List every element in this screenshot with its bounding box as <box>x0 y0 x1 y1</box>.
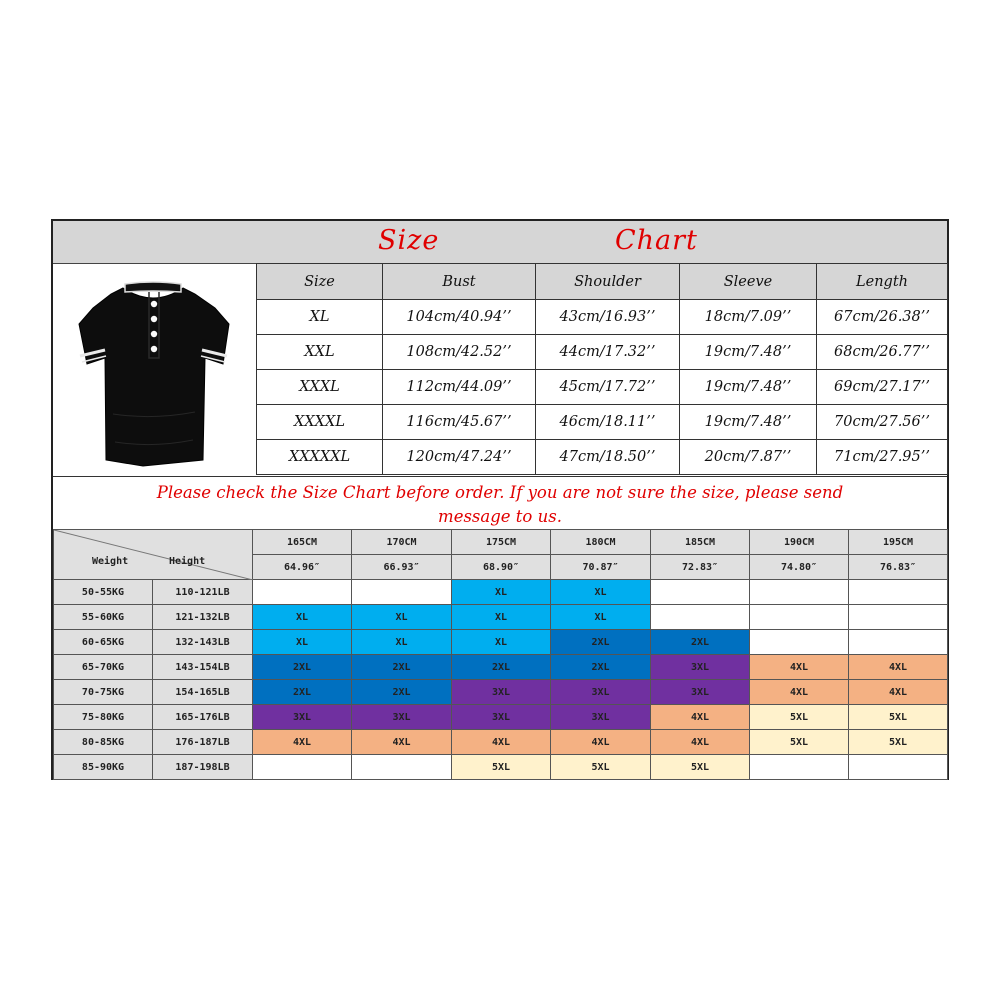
measurement-row <box>257 300 948 335</box>
measurement-cell: 112cm/44.09’’ <box>383 370 536 405</box>
size-recommendation-cell: 4XL <box>849 655 948 680</box>
notice-line-1: Please check the Size Chart before order. If you are not sure the size, please send <box>156 483 844 502</box>
size-recommendation-cell: 2XL <box>352 655 452 680</box>
size-recommendation-cell: 4XL <box>750 655 849 680</box>
size-recommendation-cell: XL <box>352 630 452 655</box>
measurement-cell: 45cm/17.72’’ <box>536 370 680 405</box>
size-cell: XXL <box>257 335 383 370</box>
size-recommendation-cell: 5XL <box>651 755 750 780</box>
size-recommendation-cell: 5XL <box>849 730 948 755</box>
size-recommendation-cell: XL <box>551 580 651 605</box>
size-recommendation-cell: 5XL <box>551 755 651 780</box>
weight-kg-cell: 75-80KG <box>54 705 153 730</box>
height-label: Height <box>169 556 206 567</box>
recommendation-row <box>54 655 948 680</box>
size-recommendation-cell: XL <box>253 605 352 630</box>
recommendation-row <box>54 580 948 605</box>
measurement-cell: 104cm/40.94’’ <box>383 300 536 335</box>
measurement-cell: 67cm/26.38’’ <box>817 300 948 335</box>
size-recommendation-cell <box>849 605 948 630</box>
height-cm-header: 165CM <box>253 530 352 555</box>
size-recommendation-cell: XL <box>452 630 551 655</box>
header-bust: Bust <box>383 264 536 300</box>
measurement-cell: 47cm/18.50’’ <box>536 440 680 475</box>
size-recommendation-cell <box>750 630 849 655</box>
measurement-table <box>256 263 948 475</box>
height-inch-header: 70.87″ <box>551 555 651 580</box>
weight-lb-cell: 165-176LB <box>153 705 253 730</box>
weight-lb-cell: 132-143LB <box>153 630 253 655</box>
weight-kg-cell: 65-70KG <box>54 655 153 680</box>
size-recommendation-cell: 3XL <box>452 680 551 705</box>
weight-kg-cell: 60-65KG <box>54 630 153 655</box>
height-cm-header: 185CM <box>651 530 750 555</box>
corner-header <box>54 530 253 580</box>
measurement-cell: 70cm/27.56’’ <box>817 405 948 440</box>
height-inch-header: 74.80″ <box>750 555 849 580</box>
size-recommendation-cell: 4XL <box>750 680 849 705</box>
measurement-cell: 108cm/42.52’’ <box>383 335 536 370</box>
size-recommendation-cell <box>750 580 849 605</box>
header-shoulder: Shoulder <box>536 264 680 300</box>
measurement-cell: 116cm/45.67’’ <box>383 405 536 440</box>
size-recommendation-cell <box>750 605 849 630</box>
measurement-cell: 19cm/7.48’’ <box>680 370 817 405</box>
weight-lb-cell: 187-198LB <box>153 755 253 780</box>
size-recommendation-cell: 5XL <box>750 705 849 730</box>
weight-kg-cell: 70-75KG <box>54 680 153 705</box>
weight-kg-cell: 55-60KG <box>54 605 153 630</box>
size-recommendation-cell <box>651 605 750 630</box>
product-image <box>53 264 255 476</box>
notice-text <box>67 481 933 529</box>
size-cell: XL <box>257 300 383 335</box>
measurement-cell: 120cm/47.24’’ <box>383 440 536 475</box>
height-cm-header: 180CM <box>551 530 651 555</box>
size-recommendation-cell: 2XL <box>253 680 352 705</box>
recommendation-row <box>54 705 948 730</box>
measurement-row <box>257 405 948 440</box>
size-recommendation-table <box>53 529 948 780</box>
size-cell: XXXXXL <box>257 440 383 475</box>
measurement-cell: 43cm/16.93’’ <box>536 300 680 335</box>
weight-lb-cell: 143-154LB <box>153 655 253 680</box>
title-chart: Chart <box>615 225 698 256</box>
title-band <box>53 221 947 264</box>
height-inch-header: 66.93″ <box>352 555 452 580</box>
size-recommendation-cell: 4XL <box>253 730 352 755</box>
size-recommendation-cell: XL <box>352 605 452 630</box>
size-recommendation-cell: 3XL <box>452 705 551 730</box>
header-size: Size <box>257 264 383 300</box>
size-recommendation-cell: 3XL <box>253 705 352 730</box>
size-recommendation-cell <box>849 630 948 655</box>
size-recommendation-cell: XL <box>551 605 651 630</box>
size-recommendation-cell: 4XL <box>452 730 551 755</box>
size-recommendation-cell: 2XL <box>651 630 750 655</box>
measurement-cell: 68cm/26.77’’ <box>817 335 948 370</box>
size-recommendation-cell <box>849 755 948 780</box>
size-chart <box>51 219 949 780</box>
weight-lb-cell: 121-132LB <box>153 605 253 630</box>
size-recommendation-cell: 2XL <box>452 655 551 680</box>
height-inch-header: 72.83″ <box>651 555 750 580</box>
size-recommendation-cell <box>352 755 452 780</box>
measurement-row <box>257 440 948 475</box>
shirt-icon <box>53 264 255 476</box>
size-recommendation-cell: 4XL <box>651 730 750 755</box>
measurement-cell: 19cm/7.48’’ <box>680 405 817 440</box>
measurement-cell: 69cm/27.17’’ <box>817 370 948 405</box>
size-recommendation-cell: 4XL <box>551 730 651 755</box>
size-recommendation-cell: 4XL <box>849 680 948 705</box>
height-inch-header: 76.83″ <box>849 555 948 580</box>
size-recommendation-cell: 3XL <box>551 680 651 705</box>
height-cm-header: 170CM <box>352 530 452 555</box>
recommendation-row <box>54 680 948 705</box>
size-recommendation-cell: 2XL <box>253 655 352 680</box>
size-recommendation-cell: 2XL <box>352 680 452 705</box>
size-recommendation-cell <box>750 755 849 780</box>
size-cell: XXXXL <box>257 405 383 440</box>
recommendation-row <box>54 605 948 630</box>
weight-lb-cell: 176-187LB <box>153 730 253 755</box>
size-recommendation-cell: 5XL <box>452 755 551 780</box>
weight-kg-cell: 85-90KG <box>54 755 153 780</box>
size-recommendation-cell: 3XL <box>651 680 750 705</box>
size-recommendation-cell: XL <box>253 630 352 655</box>
size-recommendation-cell <box>651 580 750 605</box>
measurement-cell: 19cm/7.48’’ <box>680 335 817 370</box>
size-recommendation-cell: 5XL <box>750 730 849 755</box>
height-cm-header: 195CM <box>849 530 948 555</box>
weight-kg-cell: 50-55KG <box>54 580 153 605</box>
size-recommendation-cell: XL <box>452 605 551 630</box>
height-cm-header: 190CM <box>750 530 849 555</box>
title-size: Size <box>378 225 440 256</box>
height-cm-header: 175CM <box>452 530 551 555</box>
measurement-cell: 71cm/27.95’’ <box>817 440 948 475</box>
size-recommendation-cell: XL <box>452 580 551 605</box>
size-recommendation-cell: 2XL <box>551 630 651 655</box>
size-recommendation-cell <box>352 580 452 605</box>
size-recommendation-cell: 2XL <box>551 655 651 680</box>
notice-band <box>53 476 947 530</box>
size-recommendation-cell: 3XL <box>651 655 750 680</box>
size-recommendation-cell: 4XL <box>651 705 750 730</box>
measurement-cell: 20cm/7.87’’ <box>680 440 817 475</box>
weight-label: Weight <box>92 556 129 567</box>
measurement-cell: 44cm/17.32’’ <box>536 335 680 370</box>
size-recommendation-cell <box>253 755 352 780</box>
measurement-row <box>257 335 948 370</box>
size-recommendation-cell: 3XL <box>352 705 452 730</box>
weight-kg-cell: 80-85KG <box>54 730 153 755</box>
header-length: Length <box>817 264 948 300</box>
height-inch-header: 64.96″ <box>253 555 352 580</box>
weight-lb-cell: 110-121LB <box>153 580 253 605</box>
recommendation-row <box>54 630 948 655</box>
size-recommendation-cell: 5XL <box>849 705 948 730</box>
weight-lb-cell: 154-165LB <box>153 680 253 705</box>
size-recommendation-cell: 3XL <box>551 705 651 730</box>
size-recommendation-cell: 4XL <box>352 730 452 755</box>
diagonal-divider <box>54 530 253 580</box>
measurement-cell: 18cm/7.09’’ <box>680 300 817 335</box>
recommendation-row <box>54 730 948 755</box>
size-recommendation-cell <box>253 580 352 605</box>
measurement-row <box>257 370 948 405</box>
header-sleeve: Sleeve <box>680 264 817 300</box>
recommendation-row <box>54 755 948 780</box>
notice-line-2: message to us. <box>438 507 562 526</box>
measurement-cell: 46cm/18.11’’ <box>536 405 680 440</box>
size-cell: XXXL <box>257 370 383 405</box>
height-inch-header: 68.90″ <box>452 555 551 580</box>
size-recommendation-cell <box>849 580 948 605</box>
